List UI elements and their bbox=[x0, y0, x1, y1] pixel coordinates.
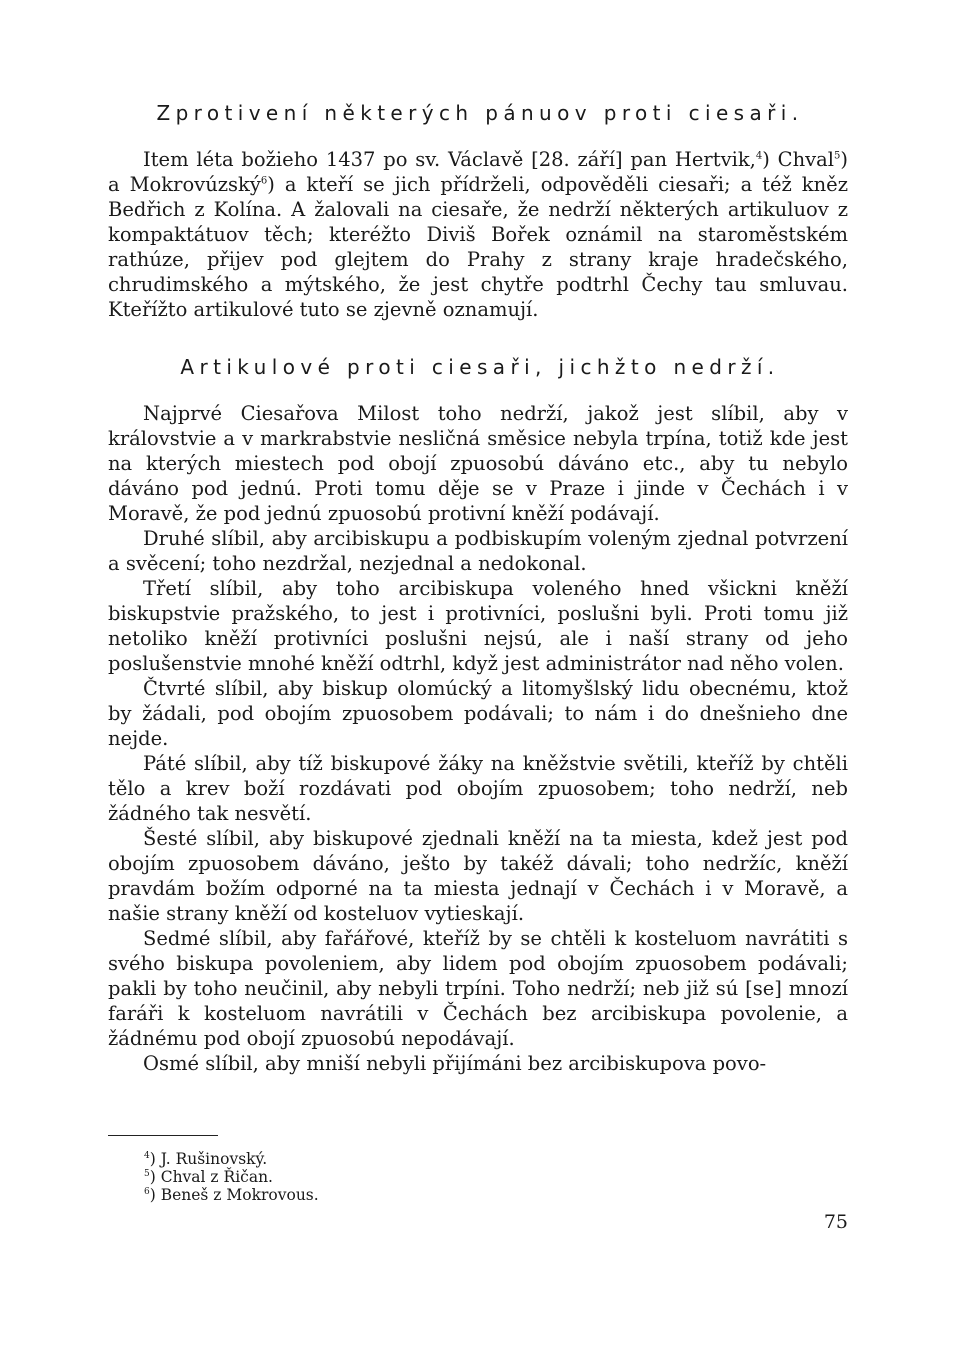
footnote-text: ) J. Rušinovský. bbox=[149, 1150, 268, 1168]
articles-heading: Artikulové proti ciesaři, jichžto nedrží. bbox=[180, 355, 780, 379]
footnotes bbox=[144, 1150, 319, 1204]
intro-text-part: Item léta božieho 1437 po sv. Václavě [28. září] pan Hertvik, bbox=[143, 148, 756, 171]
page-number: 75 bbox=[823, 1211, 848, 1233]
article-paragraph: Páté slíbil, aby tíž biskupové žáky na kněžstvie světili, kteříž by chtěli tělo a krev boží rozdávati pod obojím zpuosobem; toho nedrží, neb žádného tak nesvětí. bbox=[108, 752, 848, 825]
article-paragraph: Osmé slíbil, aby mniší nebyli přijímáni bez arcibiskupova povo- bbox=[143, 1052, 767, 1075]
article-paragraph: Druhé slíbil, aby arcibiskupu a podbiskupím voleným zjednal potvrzení a svěcení; toho nezdržal, nezjednal a nedokonal. bbox=[108, 527, 848, 575]
articles-list bbox=[108, 401, 848, 1076]
intro-text-part: ) a kteří se jich přídrželi, odpověděli ciesaři; a též kněz Bedřich z Kolína. A žalovali na ciesaře, že nedrží některých artikuluov z kompaktátuov těch; kteréžto Diviš Bořek oznámil na staroměstském rathúze, přijev pod glejtem do Prahy z strany kraje hradečského, chrudimského a mýtského, že jest chytře podtrhl Čechy tau smluvau. Kteřížto artikulové tuto se zjevně oznamují. bbox=[108, 173, 848, 321]
footnote-ref: 5 bbox=[834, 150, 841, 162]
footnote-ref: 6 bbox=[260, 175, 268, 187]
footnote bbox=[144, 1150, 319, 1168]
article-paragraph: Šesté slíbil, aby biskupové zjednali kněží na ta miesta, kdež jest pod obojím zpuosobem dáváno, ješto by takéž dávali; toho nedržíc, kněží pravdám božím odporné na ta miesta jednají v Čechách i v Moravě, a našie strany kněží od kosteluov vytieskají. bbox=[108, 827, 848, 925]
article-paragraph: Najprvé Ciesařova Milost toho nedrží, jakož jest slíbil, aby v královstvie a v markrabstvie nesličná směsice nebyla trpína, totiž kde jest na kterých miestech pod obojí zpuosobú dáváno etc., aby tu nebylo dáváno pod jednú. Proti tomu děje se v Praze i jinde v Čechách i v Moravě, že pod jednú zpuosobú protivní kněží podávají. bbox=[108, 402, 848, 525]
article-paragraph: Třetí slíbil, aby toho arcibiskupa voleného hned všickni kněží biskupstvie pražského, to jest i protivníci, poslušni byli. Proti tomu již netoliko kněží protivníci poslušni nejsú, ale i naší strany od jeho poslušenstvie mnohé kněží odtrhl, když jest administrátor nad něho volen. bbox=[108, 577, 848, 675]
intro-paragraph bbox=[108, 147, 848, 322]
footnote-text: ) Chval z Řičan. bbox=[149, 1168, 273, 1186]
footnote-ref: 4 bbox=[755, 150, 763, 162]
footnote bbox=[144, 1186, 319, 1204]
article-paragraph: Čtvrté slíbil, aby biskup olomúcký a litomyšlský lidu obecnému, ktož by žádali, pod obojím zpuosobem podávali; to nám i do dnešnieho dne nejde. bbox=[108, 677, 848, 750]
intro-text bbox=[108, 147, 848, 322]
footnote-text: ) Beneš z Mokrovous. bbox=[149, 1186, 319, 1204]
intro-text-part: ) Chval bbox=[762, 148, 835, 171]
section-heading: Zprotivení některých pánuov proti ciesaři. bbox=[156, 101, 804, 125]
footnote-divider bbox=[108, 1135, 218, 1136]
intro-text-part: ) a Mokrovúzský bbox=[108, 148, 848, 196]
article-paragraph: Sedmé slíbil, aby fařářové, kteříž by se chtěli k kosteluom navrátiti s svého biskupa povoleniem, aby lidem pod obojím zpuosobem podávali; pakli by toho neučinil, aby nebyli trpíni. Toho nedrží; neb již sú [se] mnozí faráři k kosteluom navrátili v Čechách bez arcibiskupa povolenie, a žádnému pod obojí zpuosobú nepodávají. bbox=[108, 927, 848, 1050]
footnote-mark: 5 bbox=[144, 1168, 150, 1179]
footnote bbox=[144, 1168, 319, 1186]
footnote-mark: 6 bbox=[144, 1186, 150, 1197]
footnote-mark: 4 bbox=[144, 1150, 150, 1161]
